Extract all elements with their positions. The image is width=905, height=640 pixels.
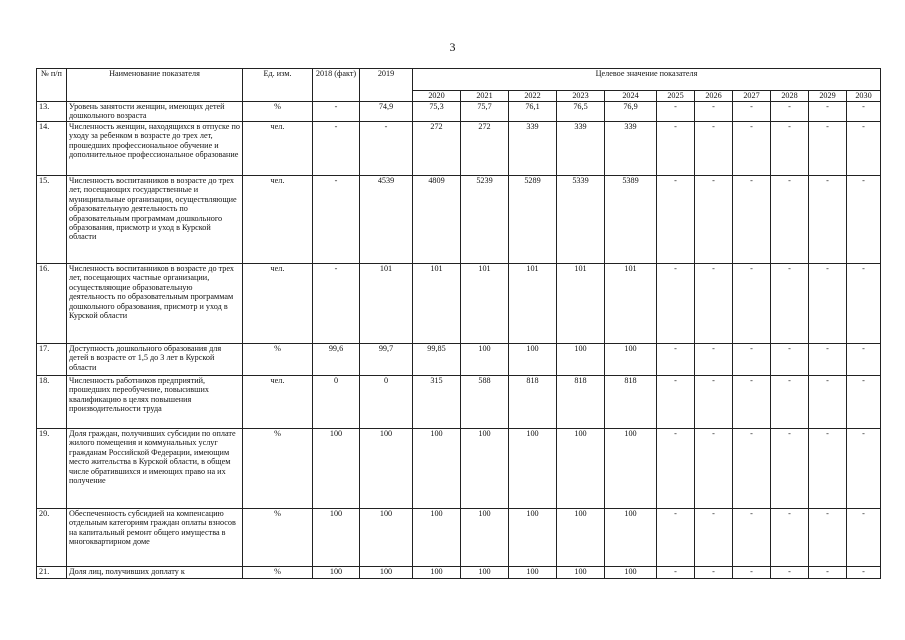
value-cell: 99,85: [413, 344, 461, 376]
value-cell: -: [313, 264, 360, 344]
value-cell: 100: [605, 429, 657, 509]
value-cell: -: [733, 376, 771, 429]
unit-cell: %: [243, 344, 313, 376]
value-cell: -: [847, 509, 881, 567]
unit-cell: %: [243, 429, 313, 509]
row-number: 17.: [37, 344, 67, 376]
value-cell: 272: [413, 122, 461, 176]
value-cell: 339: [557, 122, 605, 176]
value-cell: -: [695, 102, 733, 122]
value-cell: 100: [461, 429, 509, 509]
unit-cell: чел.: [243, 122, 313, 176]
value-cell: -: [733, 344, 771, 376]
value-cell: -: [695, 429, 733, 509]
value-cell: 100: [461, 567, 509, 579]
value-cell: 101: [605, 264, 657, 344]
header-year-2022: 2022: [509, 91, 557, 102]
value-cell: -: [847, 264, 881, 344]
page-number: 3: [449, 40, 456, 54]
value-cell: -: [657, 176, 695, 264]
value-cell: -: [733, 567, 771, 579]
value-cell: -: [695, 264, 733, 344]
value-cell: 4539: [360, 176, 413, 264]
indicator-name: Уровень занятости женщин, имеющих детей дошкольного возраста: [67, 102, 243, 122]
table-row: [37, 509, 881, 567]
value-cell: 272: [461, 122, 509, 176]
indicator-name: Численность работников предприятий, прошедших переобучение, повысивших квалификацию в целях повышения производительности труда: [67, 376, 243, 429]
value-cell: -: [695, 344, 733, 376]
table-row: [37, 344, 881, 376]
header-year-2030: 2030: [847, 91, 881, 102]
table-row: [37, 176, 881, 264]
value-cell: -: [809, 567, 847, 579]
value-cell: 100: [360, 567, 413, 579]
value-cell: 99,6: [313, 344, 360, 376]
value-cell: -: [695, 567, 733, 579]
indicator-name: Доля граждан, получивших субсидии по оплате жилого помещения и коммунальных услуг гражданам Российской Федерации, имеющим место жительства в Курской области, в общем числе обратившихся и имеющих право на их получение: [67, 429, 243, 509]
value-cell: -: [695, 509, 733, 567]
unit-cell: %: [243, 509, 313, 567]
value-cell: -: [657, 429, 695, 509]
value-cell: -: [657, 344, 695, 376]
value-cell: -: [733, 509, 771, 567]
value-cell: -: [809, 176, 847, 264]
unit-cell: чел.: [243, 376, 313, 429]
indicator-name: Численность воспитанников в возрасте до трех лет, посещающих государственные и муниципальные организации, осуществляющие образовательную деятельность по образовательным программам дошкольного образования, присмотр и уход в Курской области: [67, 176, 243, 264]
value-cell: 100: [461, 509, 509, 567]
value-cell: -: [771, 176, 809, 264]
value-cell: 5239: [461, 176, 509, 264]
value-cell: -: [771, 376, 809, 429]
value-cell: 0: [313, 376, 360, 429]
row-number: 18.: [37, 376, 67, 429]
value-cell: -: [847, 376, 881, 429]
value-cell: 76,9: [605, 102, 657, 122]
value-cell: -: [847, 102, 881, 122]
row-number: 14.: [37, 122, 67, 176]
value-cell: 818: [605, 376, 657, 429]
value-cell: -: [657, 122, 695, 176]
header-year-2024: 2024: [605, 91, 657, 102]
value-cell: -: [809, 376, 847, 429]
value-cell: 101: [413, 264, 461, 344]
value-cell: 100: [509, 344, 557, 376]
value-cell: 100: [313, 429, 360, 509]
value-cell: -: [771, 429, 809, 509]
value-cell: -: [771, 122, 809, 176]
value-cell: 100: [557, 509, 605, 567]
value-cell: -: [657, 567, 695, 579]
header-2019: 2019: [360, 69, 413, 102]
value-cell: 101: [509, 264, 557, 344]
value-cell: -: [847, 122, 881, 176]
value-cell: -: [771, 264, 809, 344]
value-cell: 0: [360, 376, 413, 429]
value-cell: -: [809, 264, 847, 344]
value-cell: 339: [605, 122, 657, 176]
value-cell: -: [771, 509, 809, 567]
value-cell: 588: [461, 376, 509, 429]
table-row: [37, 567, 881, 579]
value-cell: 101: [360, 264, 413, 344]
value-cell: 100: [413, 509, 461, 567]
value-cell: 4809: [413, 176, 461, 264]
value-cell: -: [809, 429, 847, 509]
value-cell: 100: [557, 344, 605, 376]
indicator-name: Доступность дошкольного образования для детей в возрасте от 1,5 до 3 лет в Курской области: [67, 344, 243, 376]
value-cell: 5339: [557, 176, 605, 264]
value-cell: 100: [413, 567, 461, 579]
header-target: Целевое значение показателя: [413, 69, 881, 91]
value-cell: -: [733, 429, 771, 509]
value-cell: -: [847, 429, 881, 509]
value-cell: 76,5: [557, 102, 605, 122]
header-year-2025: 2025: [657, 91, 695, 102]
value-cell: 100: [360, 429, 413, 509]
indicator-name: Численность воспитанников в возрасте до трех лет, посещающих частные организации, осуществляющие образовательную деятельность по образовательным программам дошкольного образования, присмотр и уход в Курской области: [67, 264, 243, 344]
value-cell: 76,1: [509, 102, 557, 122]
value-cell: 100: [509, 429, 557, 509]
header-unit: Ед. изм.: [243, 69, 313, 102]
value-cell: -: [695, 376, 733, 429]
value-cell: 100: [461, 344, 509, 376]
header-year-2027: 2027: [733, 91, 771, 102]
value-cell: 75,3: [413, 102, 461, 122]
value-cell: -: [847, 567, 881, 579]
row-number: 21.: [37, 567, 67, 579]
indicators-table: [36, 68, 881, 579]
table-row: [37, 376, 881, 429]
header-year-2029: 2029: [809, 91, 847, 102]
value-cell: -: [313, 102, 360, 122]
value-cell: -: [847, 344, 881, 376]
value-cell: 100: [605, 344, 657, 376]
value-cell: -: [695, 122, 733, 176]
value-cell: -: [657, 102, 695, 122]
value-cell: 101: [461, 264, 509, 344]
table-row: [37, 122, 881, 176]
table-row: [37, 429, 881, 509]
value-cell: 100: [313, 567, 360, 579]
header-year-2023: 2023: [557, 91, 605, 102]
value-cell: 315: [413, 376, 461, 429]
header-year-2020: 2020: [413, 91, 461, 102]
unit-cell: чел.: [243, 176, 313, 264]
value-cell: -: [809, 122, 847, 176]
value-cell: 100: [313, 509, 360, 567]
value-cell: 100: [509, 567, 557, 579]
indicator-name: Доля лиц, получивших доплату к: [67, 567, 243, 579]
indicator-name: Обеспеченность субсидией на компенсацию отдельным категориям граждан оплаты взносов на капитальный ремонт общего имущества в многоквартирном доме: [67, 509, 243, 567]
value-cell: 100: [509, 509, 557, 567]
unit-cell: %: [243, 102, 313, 122]
value-cell: -: [771, 102, 809, 122]
table-row: [37, 264, 881, 344]
value-cell: 100: [557, 429, 605, 509]
value-cell: 339: [509, 122, 557, 176]
value-cell: -: [809, 102, 847, 122]
value-cell: 75,7: [461, 102, 509, 122]
value-cell: -: [695, 176, 733, 264]
value-cell: 74,9: [360, 102, 413, 122]
value-cell: -: [657, 264, 695, 344]
row-number: 15.: [37, 176, 67, 264]
value-cell: -: [771, 344, 809, 376]
table-row: [37, 102, 881, 122]
value-cell: -: [733, 122, 771, 176]
header-year-2026: 2026: [695, 91, 733, 102]
header-2018: 2018 (факт): [313, 69, 360, 102]
value-cell: -: [771, 567, 809, 579]
header-num: № п/п: [37, 69, 67, 102]
value-cell: 99,7: [360, 344, 413, 376]
value-cell: 100: [605, 567, 657, 579]
header-year-2028: 2028: [771, 91, 809, 102]
value-cell: 100: [557, 567, 605, 579]
value-cell: -: [657, 376, 695, 429]
value-cell: 101: [557, 264, 605, 344]
value-cell: -: [313, 122, 360, 176]
row-number: 20.: [37, 509, 67, 567]
unit-cell: %: [243, 567, 313, 579]
value-cell: 100: [413, 429, 461, 509]
value-cell: 818: [557, 376, 605, 429]
value-cell: -: [733, 264, 771, 344]
value-cell: -: [809, 344, 847, 376]
value-cell: -: [313, 176, 360, 264]
value-cell: 5289: [509, 176, 557, 264]
value-cell: 100: [605, 509, 657, 567]
value-cell: -: [809, 509, 847, 567]
value-cell: -: [360, 122, 413, 176]
row-number: 19.: [37, 429, 67, 509]
value-cell: -: [733, 176, 771, 264]
value-cell: -: [657, 509, 695, 567]
header-name: Наименование показателя: [67, 69, 243, 102]
value-cell: 818: [509, 376, 557, 429]
value-cell: -: [733, 102, 771, 122]
row-number: 16.: [37, 264, 67, 344]
value-cell: 5389: [605, 176, 657, 264]
header-year-2021: 2021: [461, 91, 509, 102]
indicator-name: Численность женщин, находящихся в отпуске по уходу за ребенком в возрасте до трех лет, прошедших профессиональное обучение и дополнительное профессиональное образование: [67, 122, 243, 176]
row-number: 13.: [37, 102, 67, 122]
value-cell: 100: [360, 509, 413, 567]
unit-cell: чел.: [243, 264, 313, 344]
value-cell: -: [847, 176, 881, 264]
